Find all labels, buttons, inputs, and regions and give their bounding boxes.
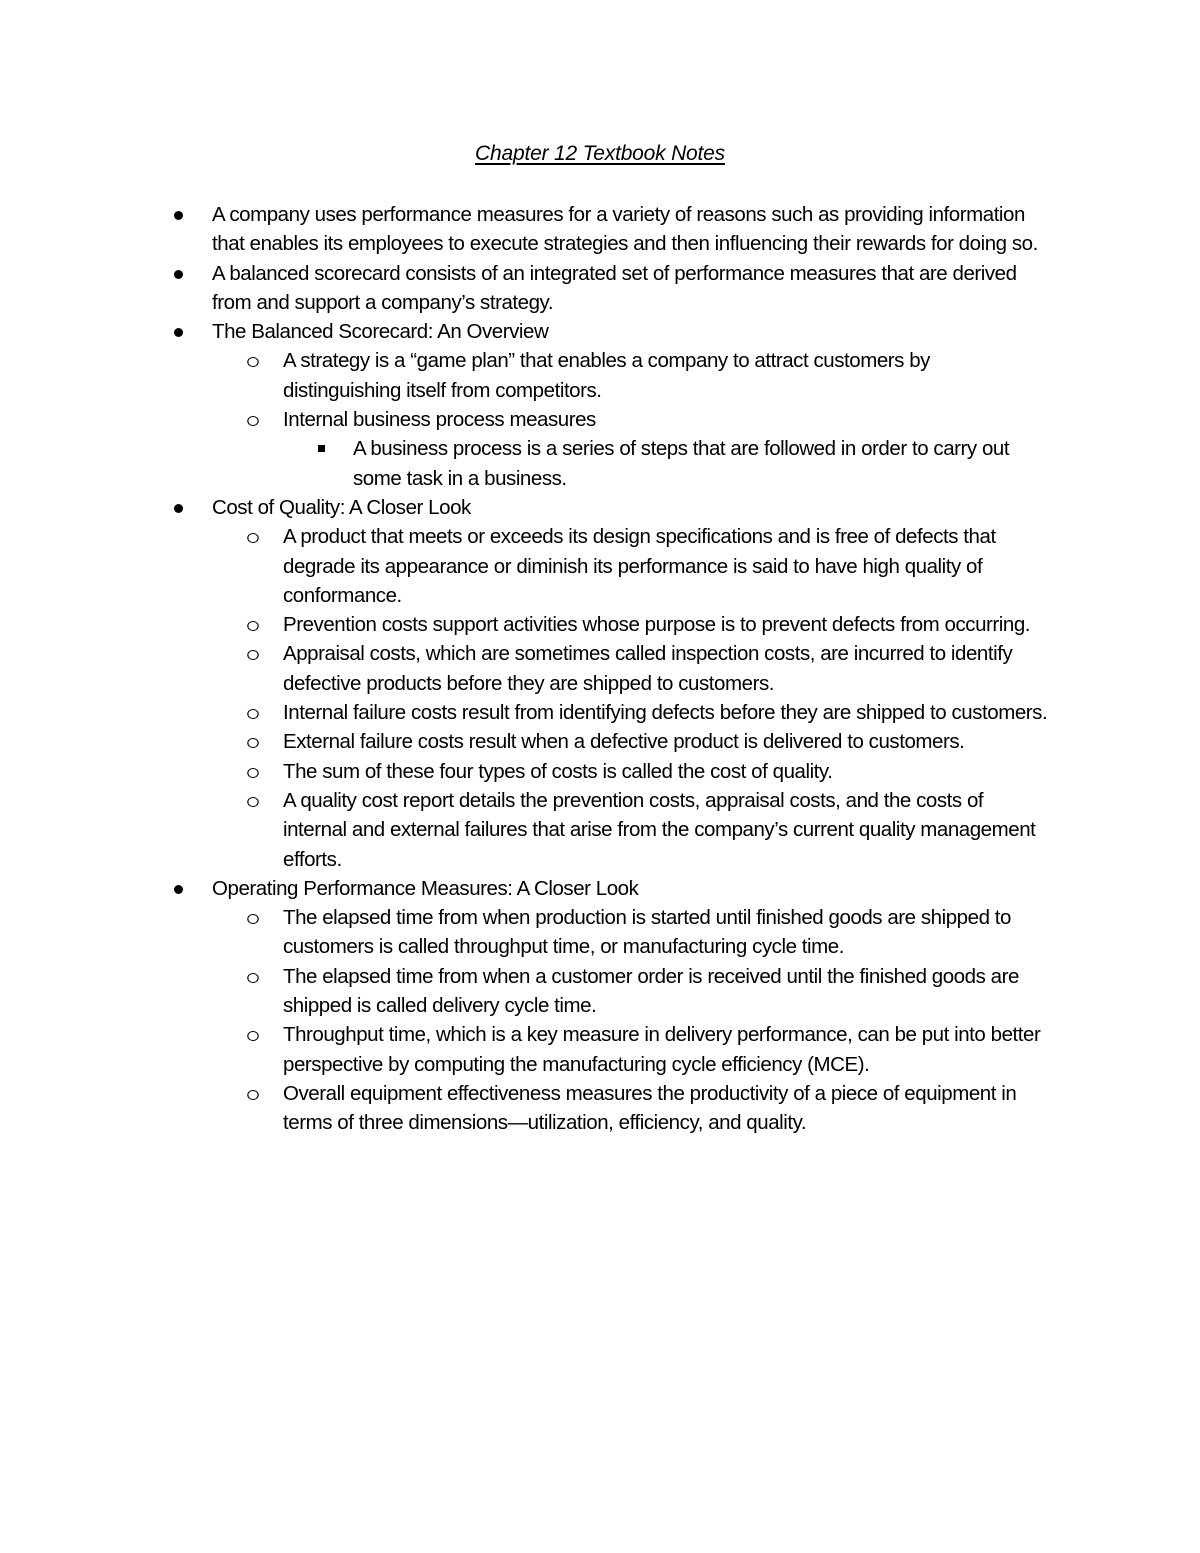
list-item-text: Appraisal costs, which are sometimes called inspection costs, are incurred to identify defective products before they are shipped to customers.: [283, 642, 1013, 695]
bullet-disc-icon: [174, 211, 183, 220]
list-item-level-2: [0, 610, 1200, 639]
list-item-text: The elapsed time from when production is started until finished goods are shipped to customers is called throughput time, or manufacturing cycle time.: [283, 906, 1011, 959]
list-item-level-2: [0, 786, 1200, 874]
list-item-level-2: [0, 405, 1200, 434]
list-item-level-2: [0, 639, 1200, 698]
bullet-disc-icon: [174, 270, 183, 279]
list-item-text: Prevention costs support activities whose purpose is to prevent defects from occurring.: [283, 613, 1031, 637]
list-item-text: The elapsed time from when a customer order is received until the finished goods are shipped is called delivery cycle time.: [283, 964, 1019, 1018]
list-item-level-2: [0, 346, 1200, 405]
list-item-text: The Balanced Scorecard: An Overview: [212, 320, 549, 344]
bullet-circle-icon: [247, 357, 259, 367]
bullet-circle-icon: [247, 533, 259, 543]
list-item-text: A product that meets or exceeds its design specifications and is free of defects that degrade its appearance or diminish its performance is said to have high quality of conformance.: [283, 525, 996, 607]
bullet-circle-icon: [247, 914, 259, 924]
bullet-circle-icon: [247, 738, 259, 748]
list-item-text: Overall equipment effectiveness measures the productivity of a piece of equipment in terms of three dimensions—utilization, efficiency, and quality.: [283, 1081, 1017, 1135]
list-item-level-2: [0, 903, 1200, 962]
list-item-level-2: [0, 1079, 1200, 1138]
list-item-text: A balanced scorecard consists of an integrated set of performance measures that are derived from and support a company’s strategy.: [212, 261, 1017, 314]
bullet-circle-icon: [247, 650, 259, 660]
bullet-circle-icon: [247, 1090, 259, 1100]
list-item-text: Internal business process measures: [283, 408, 596, 432]
list-item-level-3: [0, 434, 1200, 493]
bullet-circle-icon: [247, 768, 259, 778]
notes-list: [0, 200, 1200, 1138]
list-item-level-1: [0, 317, 1200, 346]
list-item-level-2: [0, 1020, 1200, 1079]
bullet-disc-icon: [174, 328, 183, 337]
bullet-circle-icon: [247, 621, 259, 631]
list-item-level-2: [0, 757, 1200, 786]
list-item-text: Throughput time, which is a key measure in delivery performance, can be put into better perspective by computing the manufacturing cycle efficiency (MCE).: [283, 1023, 1041, 1076]
bullet-circle-icon: [247, 1031, 259, 1041]
list-item-text: A quality cost report details the prevention costs, appraisal costs, and the costs of internal and external failures that arise from the company’s current quality management efforts.: [283, 788, 1036, 871]
list-item-text: Cost of Quality: A Closer Look: [212, 495, 471, 519]
list-item-level-1: [0, 259, 1200, 318]
list-item-level-2: [0, 698, 1200, 727]
list-item-text: External failure costs result when a defective product is delivered to customers.: [283, 730, 965, 754]
list-item-level-1: [0, 200, 1200, 259]
list-item-level-1: [0, 493, 1200, 522]
list-item-text: Operating Performance Measures: A Closer Look: [212, 876, 639, 900]
bullet-square-icon: [318, 445, 325, 452]
bullet-circle-icon: [247, 416, 259, 426]
list-item-text: A company uses performance measures for a variety of reasons such as providing information that enables its employees to execute strategies and then influencing their rewards for doing so.: [212, 203, 1038, 256]
bullet-circle-icon: [247, 709, 259, 719]
bullet-disc-icon: [174, 504, 183, 513]
document-title: Chapter 12 Textbook Notes: [475, 142, 725, 165]
list-item-text: Internal failure costs result from identifying defects before they are shipped to customers.: [283, 701, 1048, 725]
bullet-circle-icon: [247, 797, 259, 807]
list-item-text: A strategy is a “game plan” that enables a company to attract customers by distinguishing itself from competitors.: [283, 349, 930, 402]
bullet-circle-icon: [247, 973, 259, 983]
list-item-level-2: [0, 962, 1200, 1021]
list-item-level-2: [0, 727, 1200, 756]
list-item-text: A business process is a series of steps that are followed in order to carry out some task in a business.: [353, 437, 1010, 490]
list-item-text: The sum of these four types of costs is called the cost of quality.: [283, 759, 833, 783]
bullet-disc-icon: [174, 885, 183, 894]
list-item-level-1: [0, 874, 1200, 903]
list-item-level-2: [0, 522, 1200, 610]
